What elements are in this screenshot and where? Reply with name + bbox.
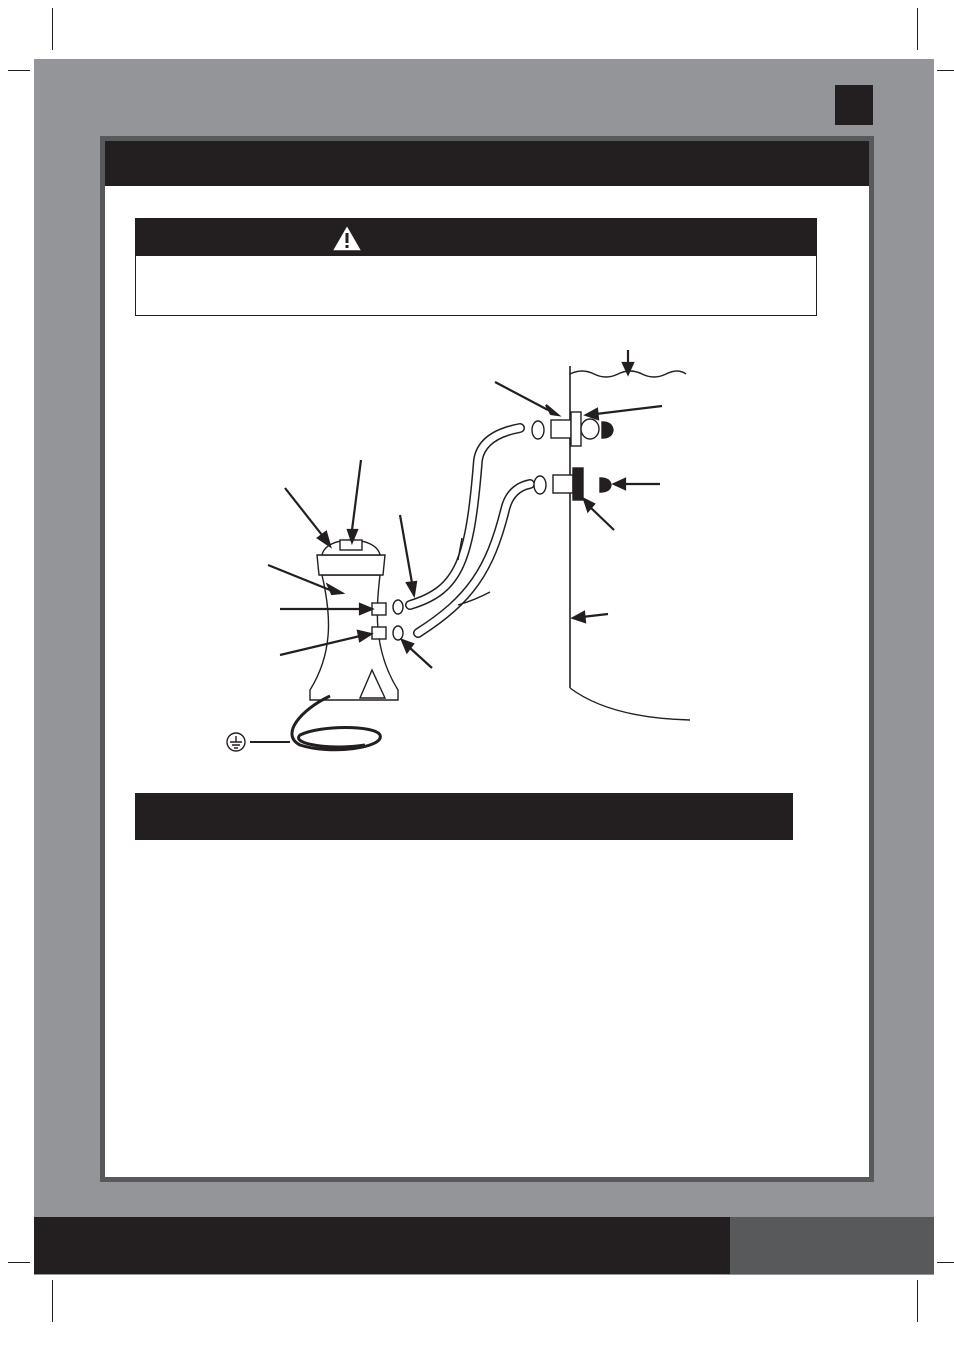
- crop-mark: [8, 1262, 30, 1263]
- hose-clamp: [393, 600, 403, 614]
- callout-arrow: [410, 648, 432, 668]
- callout-arrow: [590, 507, 614, 530]
- hose-clamp: [393, 626, 403, 640]
- warning-heading-bar: [136, 219, 816, 256]
- inlet-nut: [573, 468, 583, 500]
- subsection-header: [135, 793, 793, 840]
- crop-mark: [8, 70, 30, 71]
- pump-lid-ring: [317, 555, 385, 575]
- hose-clamp: [532, 421, 544, 439]
- callout-arrow: [352, 460, 361, 530]
- callout-arrow: [285, 488, 322, 535]
- footer-bar-accent: [730, 1217, 934, 1274]
- crop-mark: [917, 1280, 918, 1322]
- pump-installation-diagram: [210, 345, 710, 775]
- callout-arrow: [400, 515, 412, 583]
- pool-bottom-curve: [570, 688, 690, 720]
- crop-mark: [937, 1262, 954, 1263]
- plug-lower: [600, 478, 611, 492]
- plug-upper: [602, 422, 613, 438]
- strainer-nut: [571, 412, 581, 446]
- warning-triangle-icon: [330, 223, 364, 253]
- callout-arrow: [582, 614, 608, 617]
- crop-mark: [52, 1280, 53, 1322]
- callout-arrow: [495, 382, 548, 410]
- power-cord: [292, 696, 380, 750]
- crop-mark: [917, 8, 918, 50]
- pump-inlet-connector: [372, 627, 386, 639]
- strainer-connector: [551, 420, 571, 438]
- hose-clamp: [534, 476, 546, 494]
- strainer-grid: [581, 419, 599, 439]
- inlet-connector: [553, 475, 573, 493]
- footer-bar: [34, 1217, 730, 1274]
- section-header: [105, 141, 869, 186]
- warning-box: [135, 218, 817, 316]
- page-tab: [835, 85, 873, 125]
- crop-mark: [937, 70, 954, 71]
- callout-arrow: [596, 406, 662, 414]
- crop-mark: [52, 8, 53, 50]
